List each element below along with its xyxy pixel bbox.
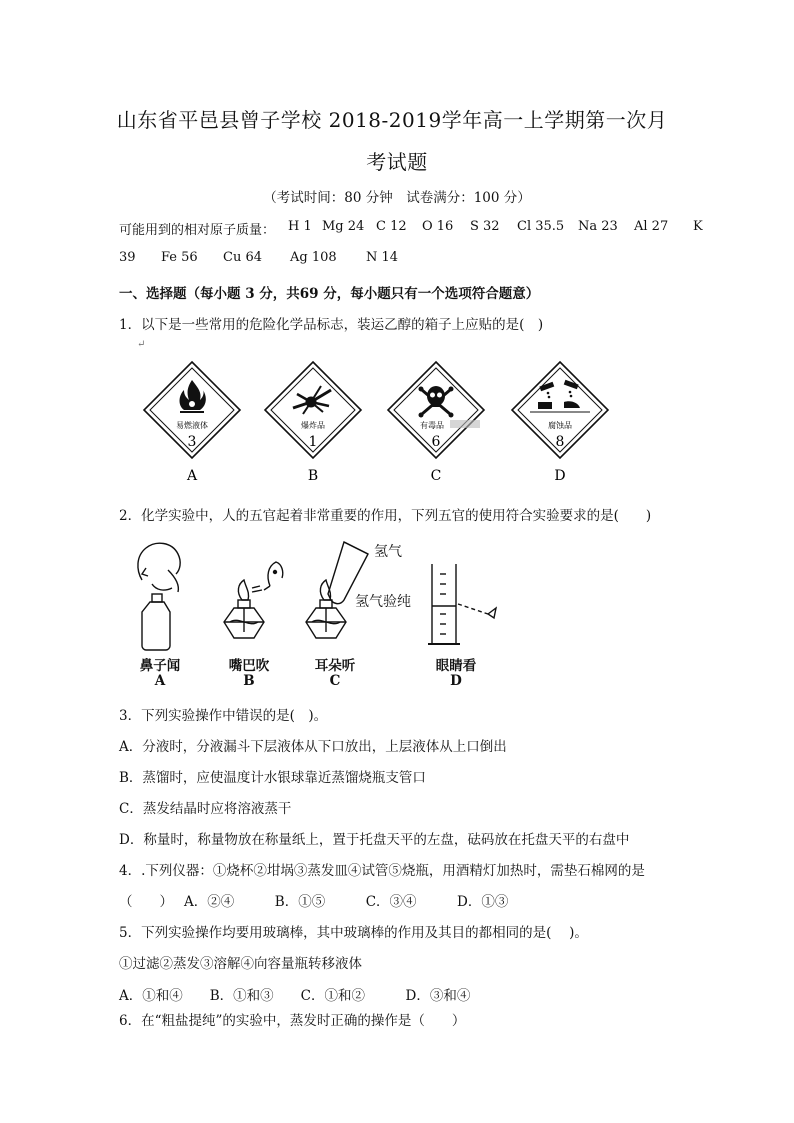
question-4-stem: 4．.下列仪器：①烧杯②坩埚③蒸发皿④试管⑤烧瓶，用酒精灯加热时，需垫石棉网的是 <box>119 863 645 879</box>
exam-info: （考试时间：80 分钟 试卷满分：100 分） <box>263 190 531 206</box>
atomic-mass-item: N 14 <box>366 250 399 265</box>
hydrogen-label: 氢气 <box>374 544 402 560</box>
eye-icon <box>458 604 496 618</box>
question-6-stem: 6．在“粗盐提纯”的实验中，蒸发时正确的操作是（ ） <box>119 1013 466 1029</box>
option-letter: D <box>554 468 566 484</box>
atomic-mass-item: Na 23 <box>578 219 618 234</box>
graduated-cylinder-icon <box>428 564 460 644</box>
question-5-items: ①过滤②蒸发③溶解④向容量瓶转移液体 <box>119 956 362 972</box>
option-letter: B <box>243 673 255 689</box>
question-2-stem: 2．化学实验中，人的五官起着非常重要的作用，下列五官的使用符合实验要求的是( ) <box>119 508 652 524</box>
atomic-mass-item: Fe 56 <box>161 250 198 265</box>
alcohol-lamp-icon <box>224 580 264 638</box>
atomic-mass-item: Cu 64 <box>223 250 262 265</box>
atomic-mass-item: C 12 <box>376 219 407 234</box>
sign-number: 3 <box>187 434 197 450</box>
option-letter: C <box>430 468 442 484</box>
section-heading: 一、选择题（每小题 3 分，共69 分，每小题只有一个选项符合题意） <box>119 286 540 302</box>
question-3-option-d: D．称量时，称量物放在称量纸上，置于托盘天平的左盘，砝码放在托盘天平的右盘中 <box>119 832 630 848</box>
page-title-continued: 考试题 <box>366 150 428 174</box>
atomic-mass-item: Cl 35.5 <box>517 219 565 234</box>
smelling-person-icon <box>138 543 180 592</box>
question-1-stem: 1．以下是一些常用的危险化学品标志，装运乙醇的箱子上应贴的是( ) <box>119 317 544 333</box>
atomic-mass-item: S 32 <box>470 219 500 234</box>
sign-text: 腐蚀品 <box>548 421 572 430</box>
option-letter: D <box>450 673 462 689</box>
option-label: 嘴巴吹 <box>228 658 270 674</box>
sign-text: 易燃液体 <box>176 421 208 430</box>
corrosive-sign <box>512 362 608 458</box>
question-4-options: （ ） A．②④ B．①⑤ C．③④ D．①③ <box>119 894 509 910</box>
reagent-bottle-icon <box>142 594 170 650</box>
question-3-option-c: C．蒸发结晶时应将溶液蒸干 <box>119 801 292 817</box>
sign-text: 爆炸品 <box>301 421 325 430</box>
atomic-mass-item: K <box>693 219 703 234</box>
hazard-signs-figure <box>140 358 620 486</box>
sign-number: 1 <box>308 434 318 450</box>
atomic-mass-item: H 1 <box>288 219 312 234</box>
atomic-mass-item: Ag 108 <box>290 250 337 265</box>
flammable-liquid-sign <box>144 362 240 458</box>
option-letter: C <box>329 673 341 689</box>
option-label: 眼睛看 <box>435 658 477 674</box>
question-3-option-b: B．蒸馏时，应使温度计水银球靠近蒸馏烧瓶支管口 <box>119 770 426 786</box>
atomic-mass-item: 39 <box>119 250 136 265</box>
option-letter: B <box>307 468 319 484</box>
paragraph-mark: ↵ <box>137 339 146 350</box>
five-senses-figure <box>128 534 518 656</box>
toxic-sign <box>388 362 484 458</box>
option-letter: A <box>186 468 198 484</box>
question-3-stem: 3．下列实验操作中错误的是( )。 <box>119 708 328 724</box>
atomic-masses-label: 可能用到的相对原子质量： <box>119 223 276 238</box>
hydrogen-test-label: 氢气验纯 <box>355 594 411 610</box>
option-letter: A <box>154 673 166 689</box>
option-label: 耳朵听 <box>314 658 356 674</box>
page-title: 山东省平邑县曾子学校 2018-2019学年高一上学期第一次月 <box>116 108 668 132</box>
atomic-mass-item: Mg 24 <box>322 219 365 234</box>
sign-number: 8 <box>555 434 565 450</box>
sign-text: 有毒品 <box>420 421 444 430</box>
alcohol-lamp-icon <box>306 580 346 638</box>
sign-number: 6 <box>431 434 441 450</box>
question-3-option-a: A．分液时，分液漏斗下层液体从下口放出，上层液体从上口倒出 <box>119 739 507 755</box>
blowing-face-icon <box>252 562 283 592</box>
question-5-options: A．①和④ B．①和③ C．①和② D．③和④ <box>119 988 471 1004</box>
atomic-mass-item: O 16 <box>422 219 454 234</box>
explosive-sign <box>265 362 361 458</box>
option-label: 鼻子闻 <box>139 658 181 674</box>
atomic-mass-item: Al 27 <box>634 219 669 234</box>
question-5-stem: 5．下列实验操作均要用玻璃棒，其中玻璃棒的作用及其目的都相同的是( )。 <box>119 925 588 941</box>
